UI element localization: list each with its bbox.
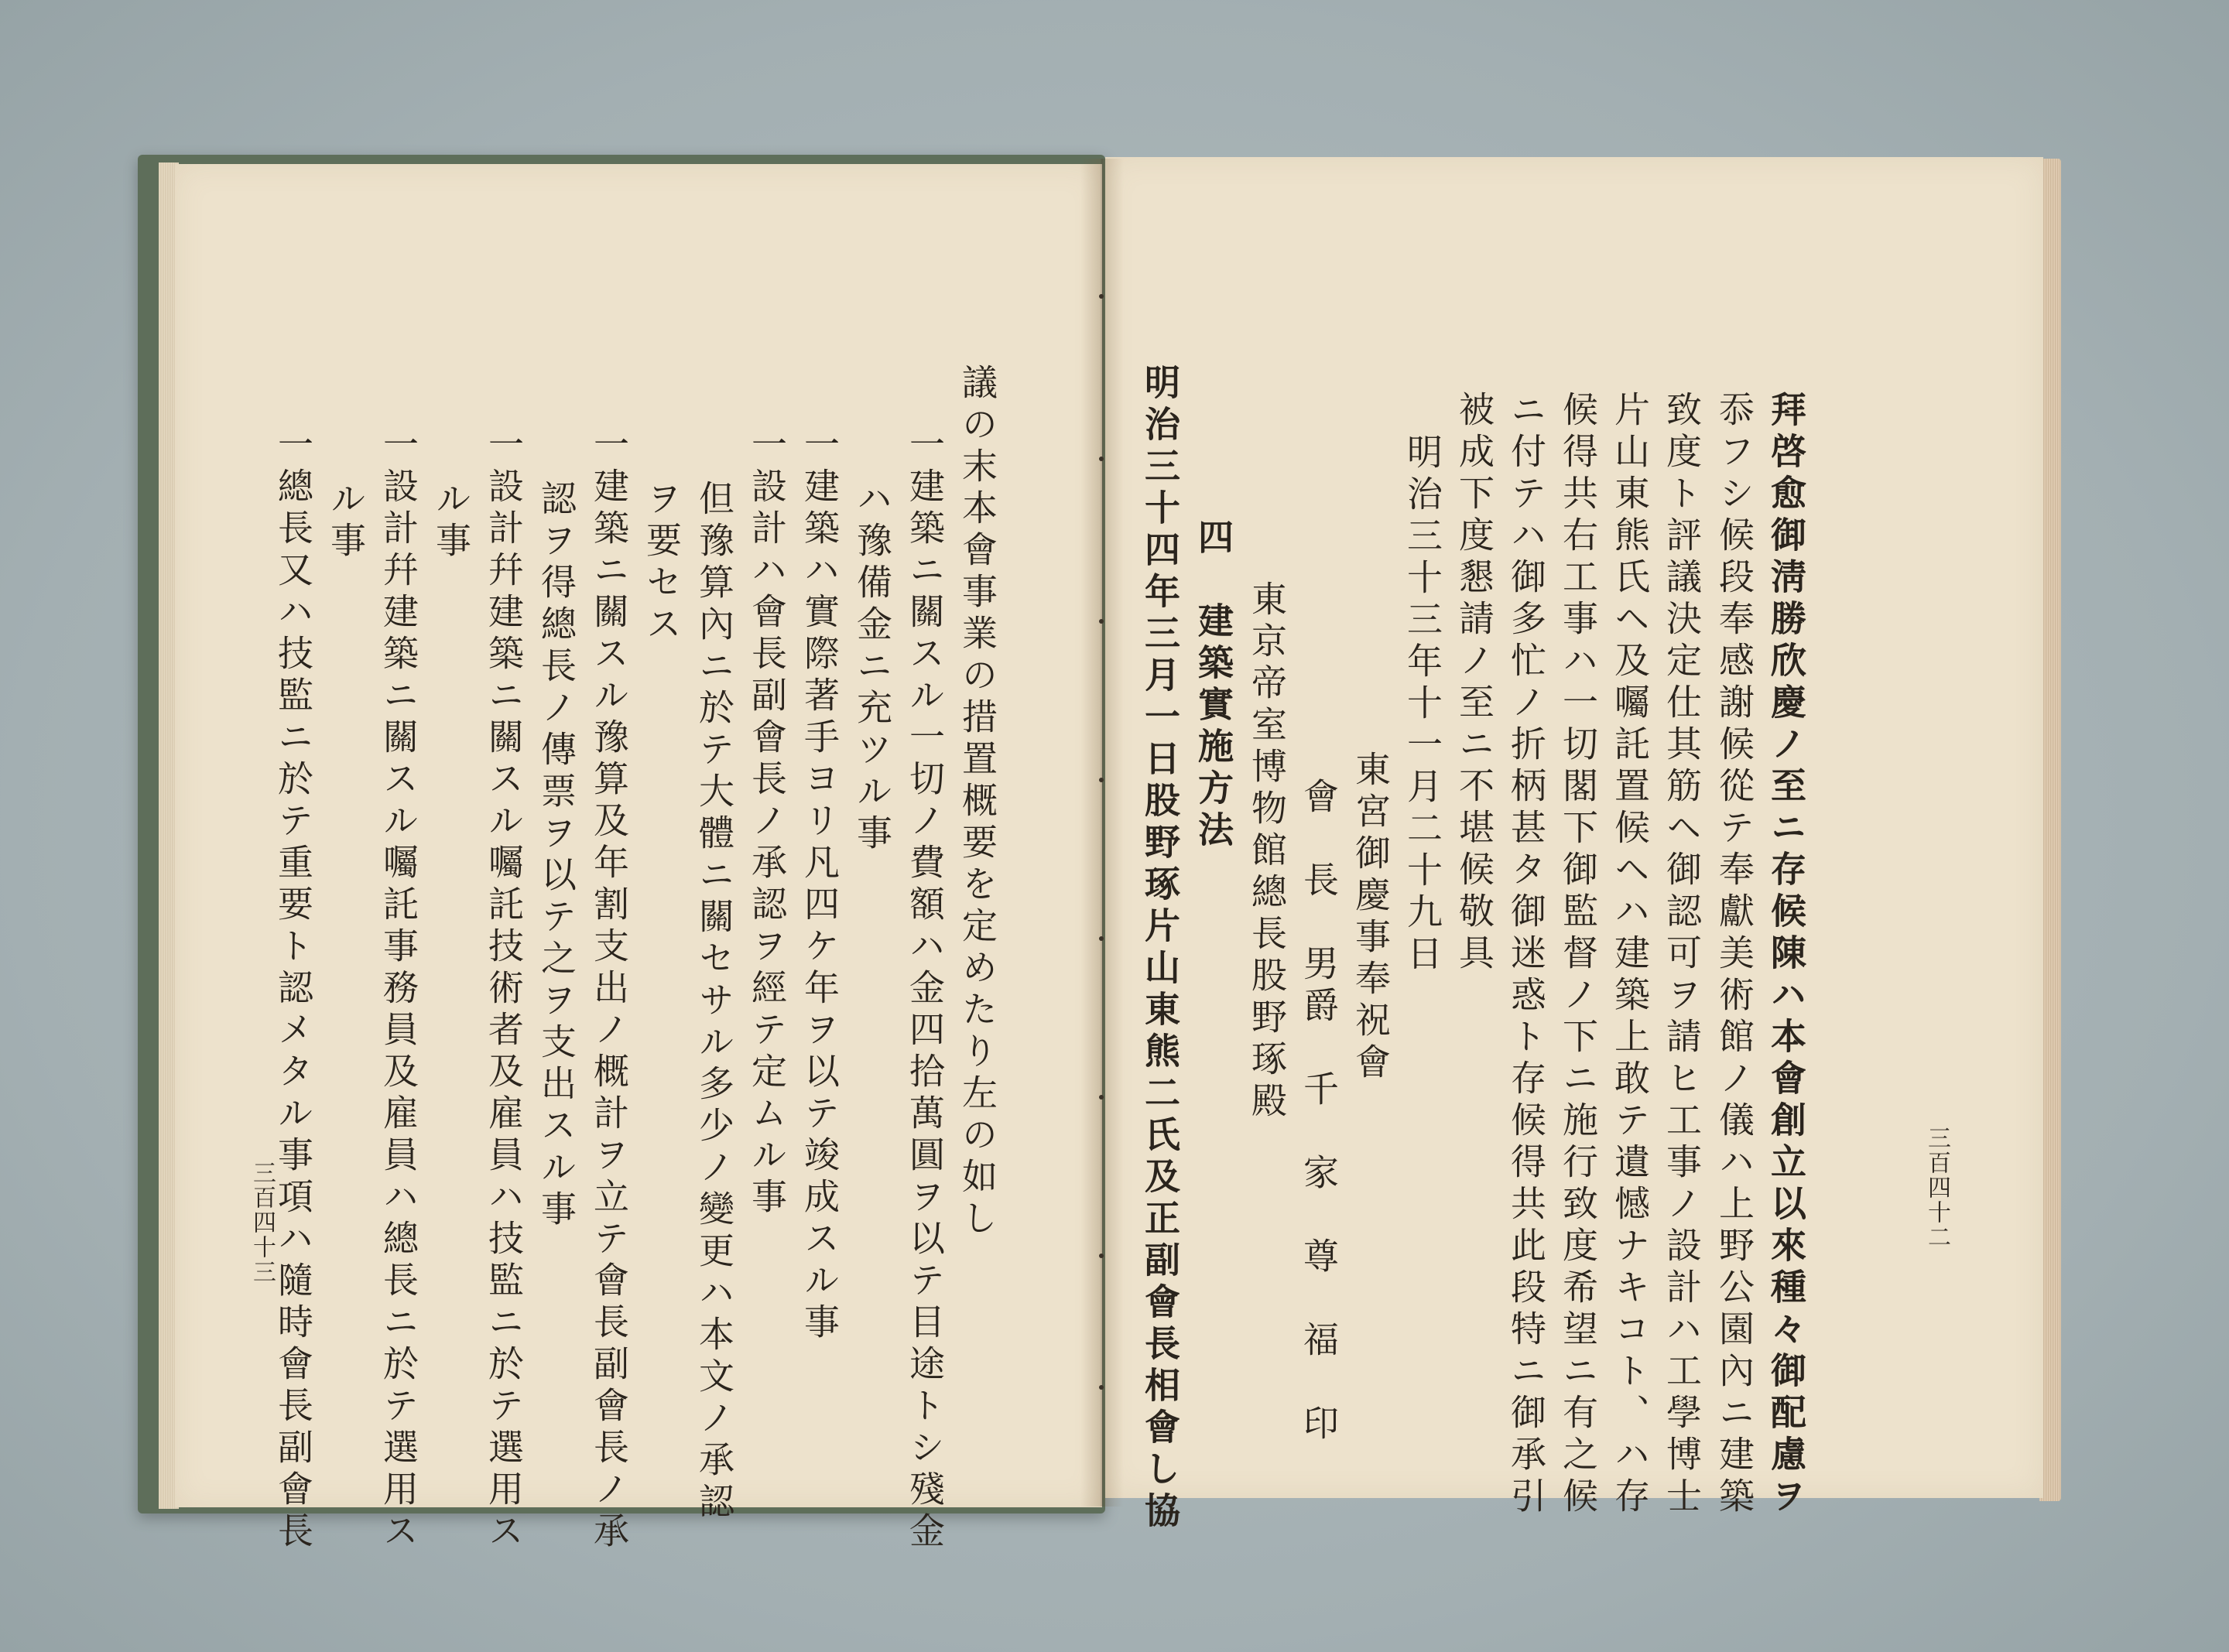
binding-stitch	[1099, 1385, 1104, 1390]
list-item: 一建築ハ實際著手ヨリ凡四ケ年ヲ以テ竣成スル事	[799, 426, 841, 1345]
text-column: ヲ要セス	[641, 480, 683, 647]
text-column: 認ヲ得總長ノ傳票ヲ以テ之ヲ支出スル事	[536, 480, 577, 1232]
binding-stitch	[1099, 619, 1104, 624]
list-item: 一設計ハ會長副會長ノ承認ヲ經テ定ムル事	[746, 426, 788, 1219]
left-page-number: 三百四十三	[248, 1161, 276, 1284]
signature-org: 東宮御慶事奉祝會	[1350, 751, 1392, 1085]
text-column: ル事	[325, 480, 367, 563]
binding-stitch	[1099, 457, 1104, 461]
text-column: ニ付テハ御多忙ノ折柄甚タ御迷惑ト存候得共此段特ニ御承引	[1505, 391, 1547, 1519]
list-item: 一設計幷建築ニ關スル囑託技術者及雇員ハ技監ニ於テ選用ス	[483, 426, 525, 1554]
text-column: 但豫算內ニ於テ大體ニ關セサル多少ノ變更ハ本文ノ承認	[693, 480, 735, 1524]
text-column: 候得共右工事ハ一切閣下御監督ノ下ニ施行致度希望ニ有之候	[1557, 391, 1599, 1519]
section-heading: 四 建築實施方法	[1193, 518, 1234, 853]
addressee: 東京帝室博物館總長股野琢殿	[1246, 580, 1288, 1124]
binding-stitch	[1099, 1254, 1104, 1258]
binding-stitch	[1099, 1095, 1104, 1100]
text-column: ハ豫備金ニ充ツル事	[851, 480, 893, 856]
list-item: 一建築ニ關スル豫算及年割支出ノ概計ヲ立テ會長副會長ノ承	[588, 426, 630, 1554]
text-column: 致度ト評議決定仕其筋ヘ御認可ヲ請ヒ工事ノ設計ハ工學博士	[1661, 391, 1703, 1519]
text-column: 議の末本會事業の措置概要を定めたり左の如し	[957, 364, 998, 1241]
text-column: 被成下度懇請ノ至ニ不堪候敬具	[1453, 391, 1495, 976]
list-item: 一總長又ハ技監ニ於テ重要ト認メタル事項ハ隨時會長副會長	[272, 426, 314, 1554]
list-item: 一設計幷建築ニ關スル囑託事務員及雇員ハ總長ニ於テ選用ス	[378, 426, 419, 1554]
text-column: ル事	[430, 480, 472, 563]
text-column: 片山東熊氏ヘ及囑託置候ヘハ建築上敢テ遺憾ナキコト、ハ存	[1609, 391, 1651, 1519]
right-page-number: 三百四十二	[1923, 1126, 1950, 1250]
binding-stitch	[1099, 778, 1104, 782]
text-column: 明治三十四年三月一日股野琢片山東熊二氏及正副會長相會し協	[1139, 364, 1181, 1534]
signature-name: 會 長 男爵 千 家 尊 福 印	[1298, 778, 1340, 1446]
book-gutter	[1080, 159, 1124, 1507]
list-item: 一建築ニ關スル一切ノ費額ハ金四拾萬圓ヲ以テ目途トシ殘金	[904, 426, 946, 1554]
date-line: 明治三十三年十一月二十九日	[1402, 433, 1443, 976]
binding-stitch	[1099, 936, 1104, 941]
binding-stitch	[1099, 294, 1104, 299]
text-column: 忝フシ候段奉感謝候從テ奉獻美術館ノ儀ハ上野公園內ニ建築	[1714, 391, 1755, 1519]
text-column: 拜啓愈御淸勝欣慶ノ至ニ存候陳ハ本會創立以來種々御配慮ヲ	[1765, 391, 1807, 1519]
